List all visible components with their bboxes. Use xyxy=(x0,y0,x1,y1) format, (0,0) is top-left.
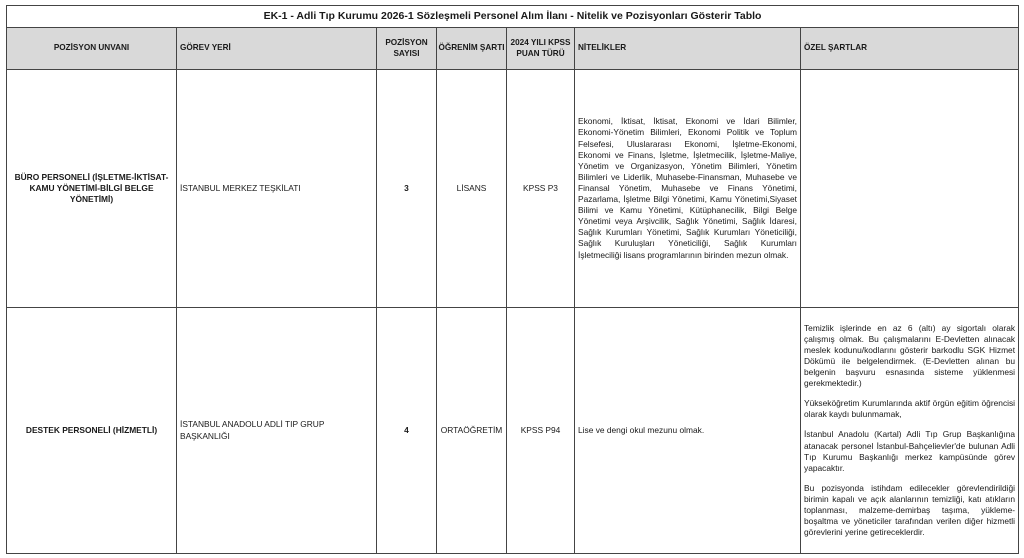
cell-kpss-puan-turu: KPSS P94 xyxy=(507,308,575,554)
header-row xyxy=(7,28,1019,70)
cell-pozisyon-unvani: DESTEK PERSONELİ (HİZMETLİ) xyxy=(7,308,177,554)
document-page xyxy=(6,5,1018,553)
cell-gorev-yeri: İSTANBUL ANADOLU ADLİ TIP GRUP BAŞKANLIĞI xyxy=(177,308,377,554)
cell-pozisyon-sayisi: 4 xyxy=(377,308,437,554)
position-table xyxy=(6,5,1019,554)
header-ogrenim-sarti: ÖĞRENİM ŞARTI xyxy=(437,28,507,70)
ozel-sart-paragraph: Temizlik işlerinde en az 6 (altı) ay sigortalı olarak çalışmış olmak. Bu çalışmalarını E-Devletten alınacak meslek kodunu/kodlarını gösterir barkodlu SGK Hizmet Dökümü ile belgelendirmek. (E-Devletten alınan bu belgenin başvuru esnasında sisteme yüklenmesi gerekmektedir.) xyxy=(804,322,1016,389)
ozel-sart-paragraph: İstanbul Anadolu (Kartal) Adli Tıp Grup Başkanlığına atanacak personel İstanbul-Bahçelievler'de bulunan Adli Tıp Kurumu Başkanlığı merkez kampüsünde görev yapacaktır. xyxy=(804,429,1016,473)
table-title: EK-1 - Adli Tıp Kurumu 2026-1 Sözleşmeli Personel Alım İlanı - Nitelik ve Pozisyonları Gösterir Tablo xyxy=(7,6,1019,28)
cell-ozel-sartlar xyxy=(801,308,1019,554)
cell-ogrenim-sarti: LİSANS xyxy=(437,70,507,308)
header-pozisyon-unvani: POZİSYON UNVANI xyxy=(7,28,177,70)
table-row xyxy=(7,70,1019,308)
ozel-sart-paragraph: Bu pozisyonda istihdam edilecekler görevlendirildiği birimin kapalı ve açık alanlarının temizliği, katı atıkların toplanması, malzeme-demirbaş taşıma, yükleme-boşaltma ve yöneticiler tarafından verilen diğer hizmetli görevlerini yerine getireceklerdir. xyxy=(804,482,1016,538)
cell-nitelikler: Lise ve dengi okul mezunu olmak. xyxy=(575,308,801,554)
header-nitelikler: NİTELİKLER xyxy=(575,28,801,70)
cell-nitelikler: Ekonomi, İktisat, İktisat, Ekonomi ve İdari Bilimler, Ekonomi-Yönetim Bilimleri, Ekonomi Politik ve Toplum Felsefesi, Uluslararası Ekonomi, İşletme-Ekonomi, Ekonomi ve Finans, İşletme, İşletmecilik, İşletme-Maliye, Yönetim ve Organizasyon, Yönetim Bilimleri, Yönetim Bilimleri ve Liderlik, Muhasebe-Finansman, Muhasebe ve Finansal Yönetim, Muhasebe ve Finans Yönetimi, Pazarlama, İşletme Bilgi Yönetimi, Kamu Yönetimi,Siyaset Bilimi ve Kamu Yönetimi, Kütüphanecilik, Bilgi Belge Yönetimi veya Arşivcilik, Sağlık Yönetimi, Sağlık İdaresi, Sağlık Kurumları Yönetimi, Sağlık Kurumları Yöneticiliği, Sağlık Kuruluşları Yöneticiliği, Sağlık Kurumları İşletmeciliği lisans programlarının birinden mezun olmak. xyxy=(575,70,801,308)
cell-gorev-yeri: İSTANBUL MERKEZ TEŞKİLATI xyxy=(177,70,377,308)
cell-ozel-sartlar xyxy=(801,70,1019,308)
cell-kpss-puan-turu: KPSS P3 xyxy=(507,70,575,308)
cell-pozisyon-unvani: BÜRO PERSONELİ (İŞLETME-İKTİSAT-KAMU YÖNETİMİ-BİLGİ BELGE YÖNETİMİ) xyxy=(7,70,177,308)
header-pozisyon-sayisi: POZİSYON SAYISI xyxy=(377,28,437,70)
header-kpss-puan-turu: 2024 YILI KPSS PUAN TÜRÜ xyxy=(507,28,575,70)
table-row xyxy=(7,308,1019,554)
cell-pozisyon-sayisi: 3 xyxy=(377,70,437,308)
header-gorev-yeri: GÖREV YERİ xyxy=(177,28,377,70)
header-ozel-sartlar: ÖZEL ŞARTLAR xyxy=(801,28,1019,70)
cell-ogrenim-sarti: ORTAÖĞRETİM xyxy=(437,308,507,554)
ozel-sart-paragraph: Yükseköğretim Kurumlarında aktif örgün eğitim öğrencisi olarak kaydı bulunmamak, xyxy=(804,398,1016,420)
